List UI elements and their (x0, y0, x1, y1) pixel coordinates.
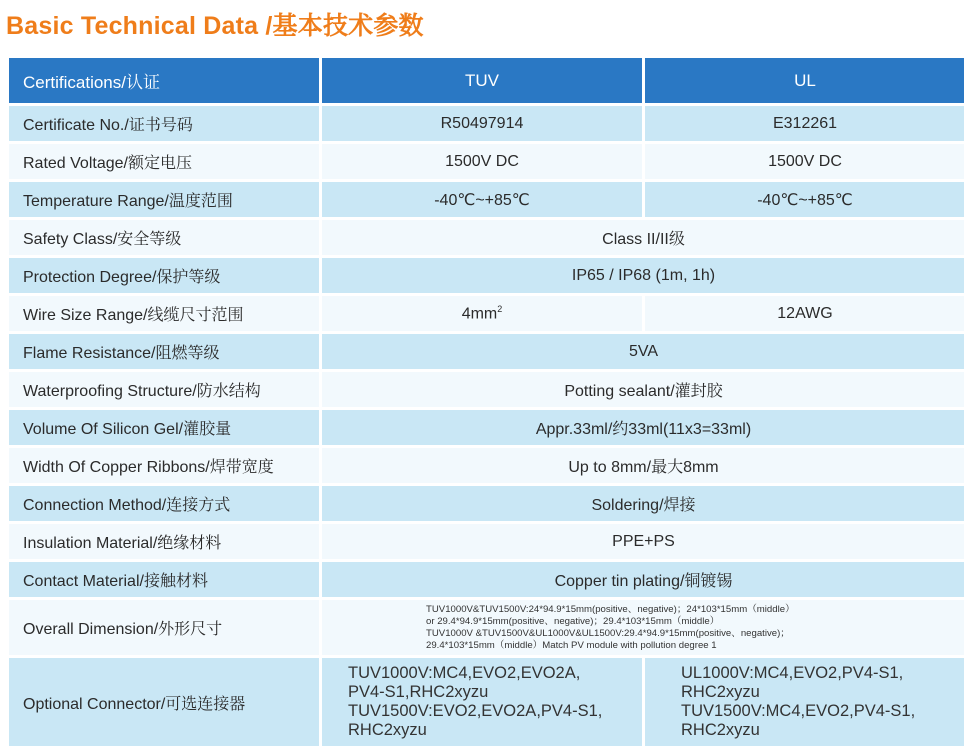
wire-size-value: 4mm (461, 305, 498, 323)
row-label: Wire Size Range/线缆尺寸范围 (9, 296, 319, 331)
row-value: Class II/II级 (322, 220, 964, 255)
table-row (9, 486, 964, 521)
tuv-value (322, 296, 642, 331)
connector-line: TUV1500V:EVO2,EVO2A,PV4-S1, (348, 702, 603, 720)
table-row (9, 296, 964, 331)
tuv-value: 1500V DC (322, 144, 642, 179)
ul-value: E312261 (645, 106, 964, 141)
table-row (9, 334, 964, 369)
table-row (9, 144, 964, 179)
connector-line: RHC2xyzu (348, 721, 427, 739)
table-row (9, 658, 964, 746)
table-row (9, 106, 964, 141)
connector-line: TUV1500V:MC4,EVO2,PV4-S1, (681, 702, 916, 720)
row-label: Volume Of Silicon Gel/灌胶量 (9, 410, 319, 445)
connector-line: PV4-S1,RHC2xyzu (348, 683, 489, 701)
connector-line: UL1000V:MC4,EVO2,PV4-S1, (681, 664, 904, 682)
table-row (9, 372, 964, 407)
tuv-value: -40℃~+85℃ (322, 182, 642, 217)
dimension-value (322, 600, 964, 655)
page-title: Basic Technical Data /基本技术参数 (6, 12, 424, 40)
row-value: Up to 8mm/最大8mm (322, 448, 964, 483)
connector-line: RHC2xyzu (681, 721, 760, 739)
ul-value: 12AWG (645, 296, 964, 331)
row-label: Width Of Copper Ribbons/焊带宽度 (9, 448, 319, 483)
table-row (9, 410, 964, 445)
row-label: Waterproofing Structure/防水结构 (9, 372, 319, 407)
dimension-line: or 29.4*94.9*15mm(positive、negative)；29.4*103*15mm（middle） (426, 615, 720, 627)
table-row (9, 600, 964, 655)
row-value: Potting sealant/灌封胶 (322, 372, 964, 407)
superscript: 2 (497, 303, 503, 314)
row-label: Insulation Material/绝缘材料 (9, 524, 319, 559)
row-value: IP65 / IP68 (1m, 1h) (322, 258, 964, 293)
header-ul: UL (645, 58, 964, 103)
ul-connectors (645, 658, 964, 746)
table-row (9, 524, 964, 559)
table-header-row (9, 58, 964, 103)
header-tuv: TUV (322, 58, 642, 103)
row-label: Connection Method/连接方式 (9, 486, 319, 521)
connector-line: RHC2xyzu (681, 683, 760, 701)
row-label: Rated Voltage/额定电压 (9, 144, 319, 179)
row-label: Certificate No./证书号码 (9, 106, 319, 141)
tuv-value: R50497914 (322, 106, 642, 141)
row-value: Appr.33ml/约33ml(11x3=33ml) (322, 410, 964, 445)
connector-line: TUV1000V:MC4,EVO2,EVO2A, (348, 664, 581, 682)
table-row (9, 220, 964, 255)
row-label: Protection Degree/保护等级 (9, 258, 319, 293)
table-row (9, 562, 964, 597)
row-label: Temperature Range/温度范围 (9, 182, 319, 217)
dimension-line: 29.4*103*15mm（middle）Match PV module with pollution degree 1 (426, 639, 717, 651)
row-label: Optional Connector/可选连接器 (9, 658, 319, 746)
ul-value: 1500V DC (645, 144, 964, 179)
technical-data-table (6, 55, 964, 749)
row-value: Copper tin plating/铜镀锡 (322, 562, 964, 597)
row-label: Safety Class/安全等级 (9, 220, 319, 255)
table-row (9, 182, 964, 217)
tuv-connectors (322, 658, 642, 746)
table-row (9, 448, 964, 483)
row-value: 5VA (322, 334, 964, 369)
row-value: Soldering/焊接 (322, 486, 964, 521)
header-certifications: Certifications/认证 (9, 58, 319, 103)
ul-value: -40℃~+85℃ (645, 182, 964, 217)
row-label: Overall Dimension/外形尺寸 (9, 600, 319, 655)
row-label: Contact Material/接触材料 (9, 562, 319, 597)
dimension-line: TUV1000V &TUV1500V&UL1000V&UL1500V:29.4*94.9*15mm(positive、negative)； (426, 627, 790, 639)
table-row (9, 258, 964, 293)
row-value: PPE+PS (322, 524, 964, 559)
dimension-line: TUV1000V&TUV1500V:24*94.9*15mm(positive、negative)；24*103*15mm（middle） (426, 603, 795, 615)
row-label: Flame Resistance/阻燃等级 (9, 334, 319, 369)
